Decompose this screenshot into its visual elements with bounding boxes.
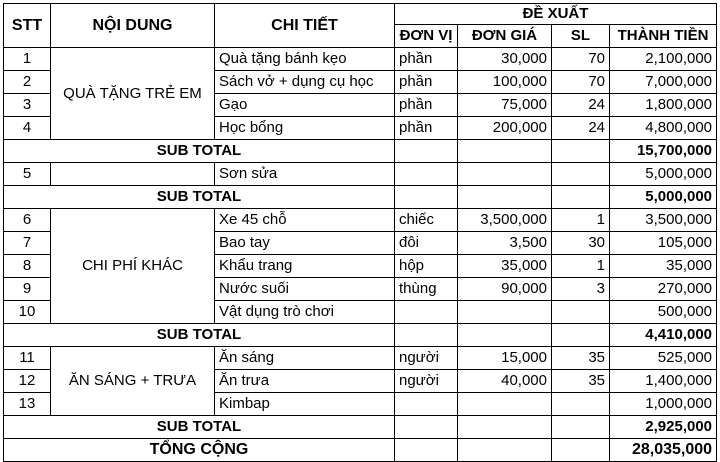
cell-stt: 6 [4, 209, 51, 232]
cell-unit: chiếc [395, 209, 458, 232]
cell-total: 1,400,000 [610, 370, 717, 393]
cell-total: 5,000,000 [610, 163, 717, 186]
cell-stt: 2 [4, 71, 51, 94]
cell-detail: Sách vở + dụng cụ học [215, 71, 395, 94]
cell-detail: Ăn trưa [215, 370, 395, 393]
budget-table [3, 3, 717, 462]
cell-unit: người [395, 347, 458, 370]
cell-detail: Kimbap [215, 393, 395, 416]
header-chi-tiet: CHI TIẾT [215, 4, 395, 48]
cell-unit [395, 163, 458, 186]
cell-stt: 1 [4, 48, 51, 71]
subtotal-label: SUB TOTAL [4, 140, 395, 163]
header-de-xuat: ĐỀ XUẤT [395, 4, 717, 25]
table-body [4, 48, 717, 462]
cell-qty: 24 [552, 94, 610, 117]
cell-price: 3,500 [458, 232, 552, 255]
cell-stt: 13 [4, 393, 51, 416]
cell-stt: 8 [4, 255, 51, 278]
cell-stt: 9 [4, 278, 51, 301]
cell-qty: 24 [552, 117, 610, 140]
subtotal-empty-cell [458, 416, 552, 439]
cell-price: 40,000 [458, 370, 552, 393]
cell-qty [552, 163, 610, 186]
grand-total-value: 28,035,000 [610, 439, 717, 462]
header-noi-dung: NỘI DUNG [51, 4, 215, 48]
cell-group-name: CHI PHÍ KHÁC [51, 209, 215, 324]
cell-stt: 4 [4, 117, 51, 140]
subtotal-empty-cell [552, 324, 610, 347]
header-thanh-tien: THÀNH TIỀN [610, 25, 717, 48]
cell-stt: 12 [4, 370, 51, 393]
cell-price [458, 393, 552, 416]
cell-total: 7,000,000 [610, 71, 717, 94]
header-sl: SL [552, 25, 610, 48]
cell-price [458, 163, 552, 186]
table-row [4, 163, 717, 186]
cell-total: 3,500,000 [610, 209, 717, 232]
cell-qty: 1 [552, 209, 610, 232]
cell-unit: phần [395, 117, 458, 140]
subtotal-value: 15,700,000 [610, 140, 717, 163]
cell-qty: 35 [552, 370, 610, 393]
cell-unit: hộp [395, 255, 458, 278]
subtotal-empty-cell [395, 140, 458, 163]
cell-qty: 35 [552, 347, 610, 370]
subtotal-value: 2,925,000 [610, 416, 717, 439]
cell-unit [395, 393, 458, 416]
cell-detail: Ăn sáng [215, 347, 395, 370]
subtotal-value: 4,410,000 [610, 324, 717, 347]
grand-total-label: TỔNG CỘNG [4, 439, 395, 462]
cell-unit: thùng [395, 278, 458, 301]
cell-detail: Quà tặng bánh kẹo [215, 48, 395, 71]
cell-price [458, 301, 552, 324]
cell-qty: 3 [552, 278, 610, 301]
subtotal-empty-cell [395, 186, 458, 209]
cell-detail: Nước suối [215, 278, 395, 301]
cell-total: 1,000,000 [610, 393, 717, 416]
header-stt: STT [4, 4, 51, 48]
subtotal-row [4, 140, 717, 163]
cell-unit: phần [395, 71, 458, 94]
cell-price: 75,000 [458, 94, 552, 117]
cell-price: 3,500,000 [458, 209, 552, 232]
subtotal-empty-cell [458, 186, 552, 209]
cell-detail: Gạo [215, 94, 395, 117]
table-row [4, 48, 717, 71]
cell-total: 105,000 [610, 232, 717, 255]
cell-total: 500,000 [610, 301, 717, 324]
cell-detail: Học bổng [215, 117, 395, 140]
grand-total-empty-cell [552, 439, 610, 462]
cell-qty: 30 [552, 232, 610, 255]
header-don-vi: ĐƠN VỊ [395, 25, 458, 48]
subtotal-row [4, 416, 717, 439]
cell-stt: 7 [4, 232, 51, 255]
cell-qty [552, 301, 610, 324]
cell-qty: 70 [552, 48, 610, 71]
cell-stt: 10 [4, 301, 51, 324]
cell-unit: phần [395, 94, 458, 117]
grand-total-row [4, 439, 717, 462]
cell-total: 1,800,000 [610, 94, 717, 117]
cell-total: 2,100,000 [610, 48, 717, 71]
cell-total: 525,000 [610, 347, 717, 370]
cell-qty: 70 [552, 71, 610, 94]
cell-unit: đôi [395, 232, 458, 255]
cell-price: 35,000 [458, 255, 552, 278]
grand-total-empty-cell [458, 439, 552, 462]
cell-price: 90,000 [458, 278, 552, 301]
cell-price: 100,000 [458, 71, 552, 94]
cell-group-name [51, 163, 215, 186]
subtotal-empty-cell [458, 140, 552, 163]
cell-stt: 3 [4, 94, 51, 117]
cell-qty: 1 [552, 255, 610, 278]
header-don-gia: ĐƠN GIÁ [458, 25, 552, 48]
subtotal-empty-cell [552, 140, 610, 163]
cell-unit: người [395, 370, 458, 393]
cell-total: 270,000 [610, 278, 717, 301]
cell-unit [395, 301, 458, 324]
cell-price: 30,000 [458, 48, 552, 71]
subtotal-row [4, 186, 717, 209]
subtotal-label: SUB TOTAL [4, 416, 395, 439]
grand-total-empty-cell [395, 439, 458, 462]
cell-unit: phần [395, 48, 458, 71]
cell-detail: Bao tay [215, 232, 395, 255]
subtotal-empty-cell [458, 324, 552, 347]
subtotal-label: SUB TOTAL [4, 324, 395, 347]
cell-total: 4,800,000 [610, 117, 717, 140]
cell-stt: 11 [4, 347, 51, 370]
subtotal-empty-cell [552, 416, 610, 439]
cell-price: 200,000 [458, 117, 552, 140]
subtotal-empty-cell [395, 416, 458, 439]
cell-detail: Khẩu trang [215, 255, 395, 278]
cell-qty [552, 393, 610, 416]
cell-stt: 5 [4, 163, 51, 186]
subtotal-empty-cell [552, 186, 610, 209]
subtotal-value: 5,000,000 [610, 186, 717, 209]
cell-total: 35,000 [610, 255, 717, 278]
header-row-main [4, 4, 717, 25]
cell-price: 15,000 [458, 347, 552, 370]
cell-detail: Vật dụng trò chơi [215, 301, 395, 324]
cell-group-name: ĂN SÁNG + TRƯA [51, 347, 215, 416]
table-row [4, 209, 717, 232]
subtotal-label: SUB TOTAL [4, 186, 395, 209]
cell-detail: Xe 45 chỗ [215, 209, 395, 232]
subtotal-empty-cell [395, 324, 458, 347]
cell-detail: Sơn sửa [215, 163, 395, 186]
subtotal-row [4, 324, 717, 347]
cell-group-name: QUÀ TẶNG TRẺ EM [51, 48, 215, 140]
table-row [4, 347, 717, 370]
